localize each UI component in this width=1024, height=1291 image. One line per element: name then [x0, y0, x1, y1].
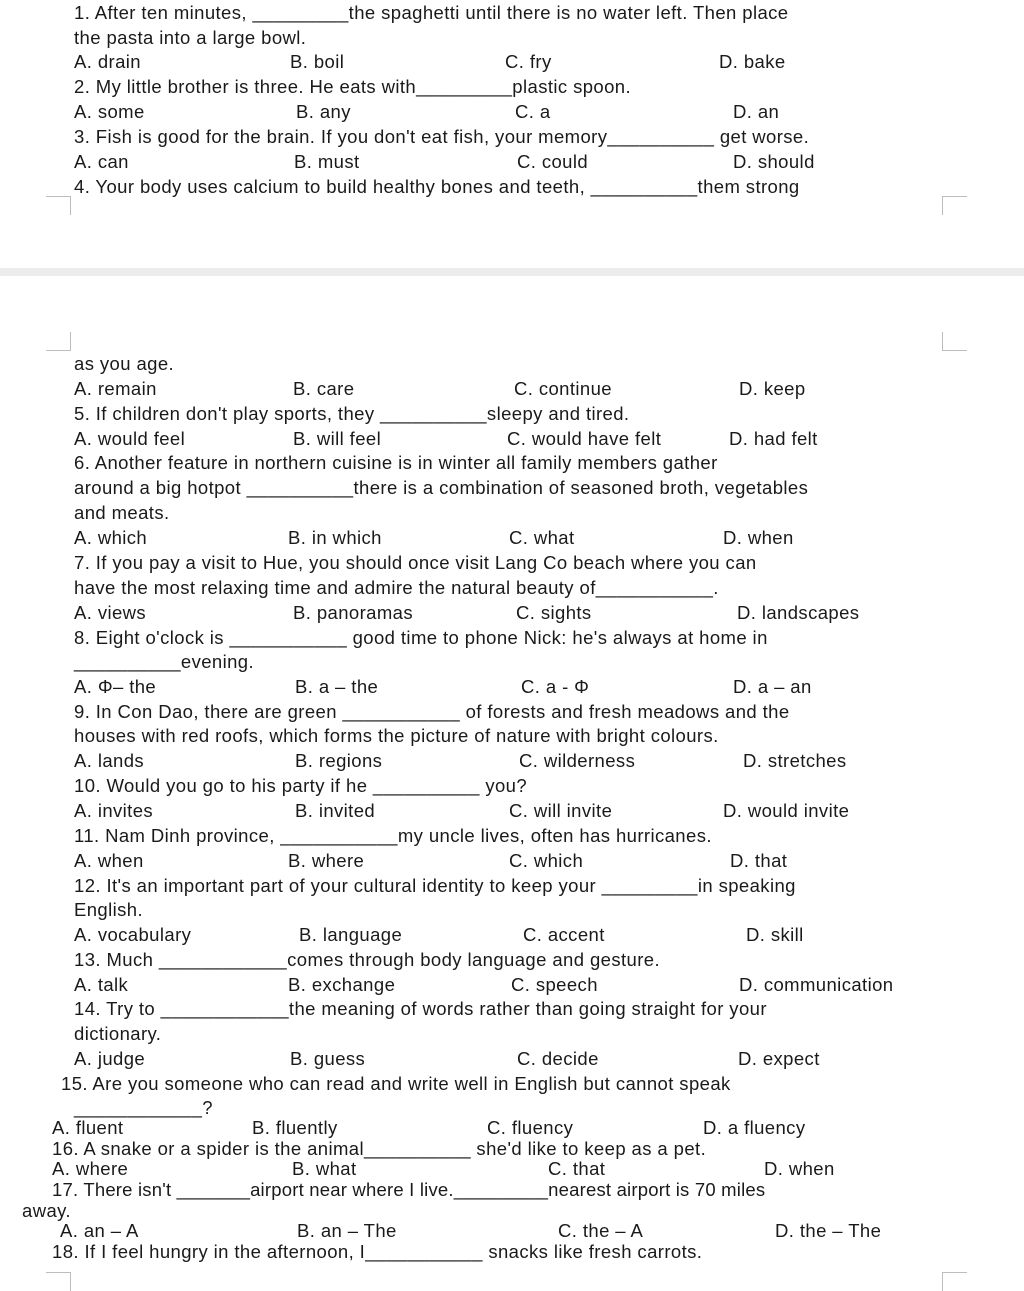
- page-break-divider: [0, 268, 1024, 276]
- question-3-option-c: C. could: [517, 151, 589, 172]
- question-15-option-a: A. fluent: [52, 1117, 124, 1138]
- question-8-option-a: A. Φ– the: [74, 676, 157, 697]
- question-16-option-a: A. where: [52, 1158, 129, 1179]
- question-12-option-a: A. vocabulary: [74, 924, 192, 945]
- question-5-option-c: C. would have felt: [507, 428, 662, 449]
- question-17-line-2: away.: [22, 1200, 71, 1221]
- question-2-option-a: A. some: [74, 101, 145, 122]
- page-corner-mark: [46, 1272, 71, 1291]
- question-7-option-d: D. landscapes: [737, 602, 860, 623]
- question-5: 5. If children don't play sports, they __________sleepy and tired.: [74, 403, 630, 424]
- question-6-line-3: and meats.: [74, 502, 170, 523]
- question-11: 11. Nam Dinh province, ___________my uncle lives, often has hurricanes.: [74, 825, 712, 846]
- question-16: 16. A snake or a spider is the animal__________ she'd like to keep as a pet.: [52, 1138, 707, 1159]
- question-15-line-2: ____________?: [74, 1097, 213, 1118]
- question-11-option-b: B. where: [288, 850, 365, 871]
- question-1-option-b: B. boil: [290, 51, 345, 72]
- question-12-line-2: English.: [74, 899, 144, 920]
- question-3-option-a: A. can: [74, 151, 129, 172]
- question-6-line-2: around a big hotpot __________there is a combination of seasoned broth, vegetables: [74, 477, 809, 498]
- question-11-option-c: C. which: [509, 850, 584, 871]
- question-14-option-a: A. judge: [74, 1048, 146, 1069]
- page-corner-mark: [46, 332, 71, 351]
- question-16-option-b: B. what: [292, 1158, 357, 1179]
- page-corner-mark: [46, 196, 71, 215]
- question-6-option-b: B. in which: [288, 527, 382, 548]
- question-12-option-d: D. skill: [746, 924, 804, 945]
- question-6-line-1: 6. Another feature in northern cuisine is in winter all family members gather: [74, 452, 718, 473]
- question-16-option-c: C. that: [548, 1158, 606, 1179]
- question-11-option-d: D. that: [730, 850, 788, 871]
- question-12-line-1: 12. It's an important part of your cultural identity to keep your _________in speaking: [74, 875, 796, 896]
- question-17-option-c: C. the – A: [558, 1220, 644, 1241]
- question-13: 13. Much ____________comes through body language and gesture.: [74, 949, 660, 970]
- question-1-line-1: 1. After ten minutes, _________the spaghetti until there is no water left. Then place: [74, 2, 789, 23]
- question-10-option-a: A. invites: [74, 800, 154, 821]
- question-5-option-a: A. would feel: [74, 428, 186, 449]
- question-9-option-d: D. stretches: [743, 750, 847, 771]
- question-1-option-c: C. fry: [505, 51, 552, 72]
- question-14-option-c: C. decide: [517, 1048, 599, 1069]
- question-10-option-c: C. will invite: [509, 800, 613, 821]
- question-4-option-d: D. keep: [739, 378, 806, 399]
- question-9-line-1: 9. In Con Dao, there are green ___________ of forests and fresh meadows and the: [74, 701, 790, 722]
- question-7-line-2: have the most relaxing time and admire the natural beauty of___________.: [74, 577, 719, 598]
- question-11-option-a: A. when: [74, 850, 144, 871]
- page-corner-mark: [942, 196, 967, 215]
- question-15-line-1: 15. Are you someone who can read and write well in English but cannot speak: [61, 1073, 731, 1094]
- question-14-line-2: dictionary.: [74, 1023, 162, 1044]
- question-10: 10. Would you go to his party if he __________ you?: [74, 775, 528, 796]
- question-3: 3. Fish is good for the brain. If you don't eat fish, your memory__________ get worse.: [74, 126, 810, 147]
- question-14-line-1: 14. Try to ____________the meaning of words rather than going straight for your: [74, 998, 767, 1019]
- question-10-option-d: D. would invite: [723, 800, 850, 821]
- question-7-option-c: C. sights: [516, 602, 592, 623]
- question-9-option-b: B. regions: [295, 750, 383, 771]
- question-17-line-1: 17. There isn't _______airport near where I live._________nearest airport is 70 miles: [52, 1179, 766, 1200]
- question-14-option-d: D. expect: [738, 1048, 820, 1069]
- question-4-option-b: B. care: [293, 378, 355, 399]
- question-7-option-a: A. views: [74, 602, 147, 623]
- question-5-option-b: B. will feel: [293, 428, 382, 449]
- question-17-option-b: B. an – The: [297, 1220, 397, 1241]
- question-4-option-c: C. continue: [514, 378, 612, 399]
- question-2-option-c: C. a: [515, 101, 551, 122]
- question-13-option-d: D. communication: [739, 974, 894, 995]
- question-13-option-a: A. talk: [74, 974, 129, 995]
- question-1-option-d: D. bake: [719, 51, 786, 72]
- page-corner-mark: [942, 1272, 967, 1291]
- question-4-line-1: 4. Your body uses calcium to build healthy bones and teeth, __________them strong: [74, 176, 800, 197]
- question-14-option-b: B. guess: [290, 1048, 366, 1069]
- question-7-option-b: B. panoramas: [293, 602, 413, 623]
- question-8-option-b: B. a – the: [295, 676, 379, 697]
- question-6-option-c: C. what: [509, 527, 575, 548]
- question-15-option-b: B. fluently: [252, 1117, 338, 1138]
- question-18: 18. If I feel hungry in the afternoon, I___________ snacks like fresh carrots.: [52, 1241, 703, 1262]
- question-16-option-d: D. when: [764, 1158, 835, 1179]
- question-6-option-a: A. which: [74, 527, 148, 548]
- question-12-option-b: B. language: [299, 924, 403, 945]
- question-7-line-1: 7. If you pay a visit to Hue, you should once visit Lang Co beach where you can: [74, 552, 757, 573]
- question-3-option-d: D. should: [733, 151, 815, 172]
- question-8-line-1: 8. Eight o'clock is ___________ good time to phone Nick: he's always at home in: [74, 627, 768, 648]
- question-4-option-a: A. remain: [74, 378, 157, 399]
- question-9-option-a: A. lands: [74, 750, 145, 771]
- question-8-line-2: __________evening.: [74, 651, 255, 672]
- question-1-line-2: the pasta into a large bowl.: [74, 27, 307, 48]
- question-4-line-2: as you age.: [74, 353, 175, 374]
- question-8-option-d: D. a – an: [733, 676, 812, 697]
- question-15-option-d: D. a fluency: [703, 1117, 806, 1138]
- question-13-option-b: B. exchange: [288, 974, 396, 995]
- question-8-option-c: C. a - Φ: [521, 676, 590, 697]
- question-12-option-c: C. accent: [523, 924, 605, 945]
- question-1-option-a: A. drain: [74, 51, 141, 72]
- page-corner-mark: [942, 332, 967, 351]
- question-6-option-d: D. when: [723, 527, 794, 548]
- question-15-option-c: C. fluency: [487, 1117, 574, 1138]
- question-13-option-c: C. speech: [511, 974, 598, 995]
- question-2: 2. My little brother is three. He eats with_________plastic spoon.: [74, 76, 632, 97]
- question-3-option-b: B. must: [294, 151, 360, 172]
- question-5-option-d: D. had felt: [729, 428, 818, 449]
- question-17-option-a: A. an – A: [60, 1220, 139, 1241]
- question-17-option-d: D. the – The: [775, 1220, 882, 1241]
- question-9-option-c: C. wilderness: [519, 750, 636, 771]
- question-9-line-2: houses with red roofs, which forms the picture of nature with bright colours.: [74, 725, 719, 746]
- question-2-option-b: B. any: [296, 101, 351, 122]
- question-10-option-b: B. invited: [295, 800, 376, 821]
- question-2-option-d: D. an: [733, 101, 780, 122]
